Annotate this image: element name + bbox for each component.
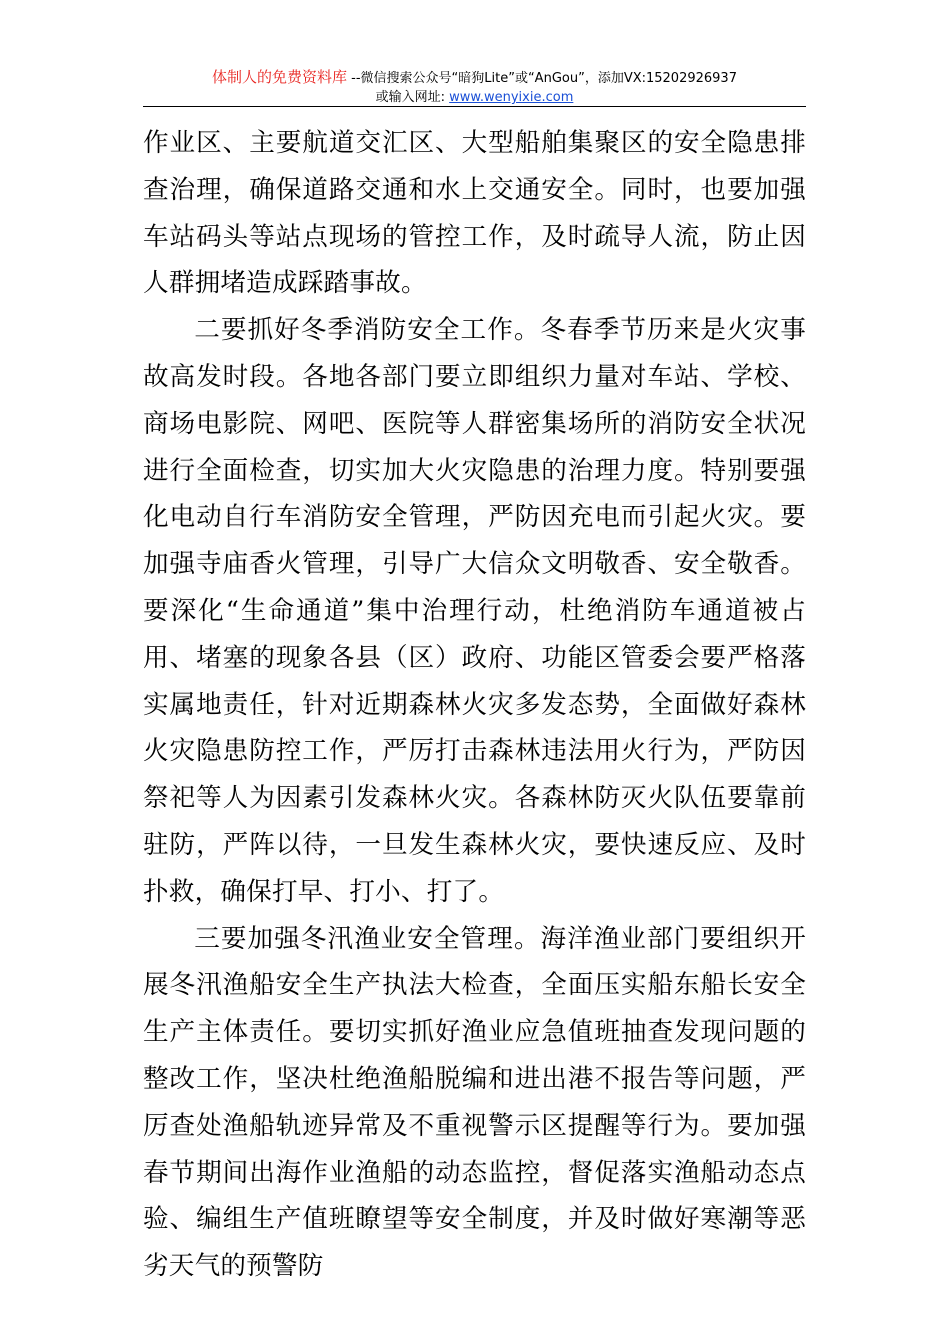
paragraph-2: 二要抓好冬季消防安全工作。冬春季节历来是火灾事故高发时段。各地各部门要立即组织力量对车站、学校、商场电影院、网吧、医院等人群密集场所的消防安全状况进行全面检查，切实加大火灾隐患的治理力度。特别要强化电动自行车消防安全管理，严防因充电而引起火灾。要加强寺庙香火管理，引导广大信众文明敬香、安全敬香。要深化“生命通道”集中治理行动，杜绝消防车通道被占用、堵塞的现象各县（区）政府、功能区管委会要严格落实属地责任，针对近期森林火灾多发态势，全面做好森林火灾隐患防控工作，严厉打击森林违法用火行为，严防因祭祀等人为因素引发森林火灾。各森林防灭火队伍要靠前驻防，严阵以待，一旦发生森林火灾，要快速反应、及时扑救，确保打早、打小、打了。 <box>143 315 806 907</box>
document-body <box>143 120 806 1290</box>
header-line-2 <box>143 88 806 107</box>
page-header <box>143 68 806 107</box>
paragraph-3: 三要加强冬汛渔业安全管理。海洋渔业部门要组织开展冬汛渔船安全生产执法大检查，全面压实船东船长安全生产主体责任。要切实抓好渔业应急值班抽查发现问题的整改工作，坚决杜绝渔船脱编和进出港不报告等问题，严厉查处渔船轨迹异常及不重视警示区提醒等行为。要加强春节期间出海作业渔船的动态监控，督促落实渔船动态点验、编组生产值班瞭望等安全制度，并及时做好寒潮等恶劣天气的预警防 <box>143 923 806 1282</box>
header-contact-info: --微信搜索公众号“暗狗Lite”或“AnGou”，添加VX:15202926937 <box>347 71 737 86</box>
paragraph-1: 作业区、主要航道交汇区、大型船舶集聚区的安全隐患排查治理，确保道路交通和水上交通安全。同时，也要加强车站码头等站点现场的管控工作，及时疏导人流，防止因人群拥堵造成踩踏事故。 <box>143 128 806 299</box>
header-brand: 体制人的免费资料库 <box>212 68 348 86</box>
header-site-link[interactable]: www.wenyixie.com <box>449 90 574 105</box>
header-site-prefix: 或输入网址: <box>375 90 450 105</box>
header-divider <box>143 106 806 107</box>
header-line-1 <box>143 68 806 88</box>
